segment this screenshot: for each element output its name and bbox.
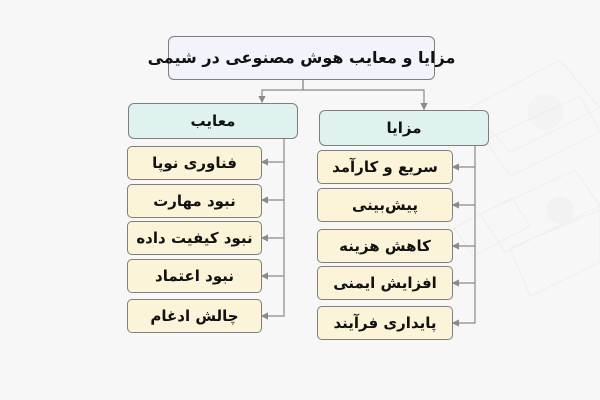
disadvantage-item: نبود مهارت — [127, 184, 262, 218]
advantage-item: پایداری فرآیند — [317, 306, 453, 340]
disadvantage-item: فناوری نوپا — [127, 146, 262, 180]
disadvantage-item: نبود اعتماد — [127, 259, 262, 293]
advantage-item: پیش‌بینی — [317, 188, 453, 222]
disadvantage-item: چالش ادغام — [127, 299, 262, 333]
diagram-title: مزایا و معایب هوش مصنوعی در شیمی — [168, 36, 435, 80]
advantage-item: افزایش ایمنی — [317, 266, 453, 300]
advantages-header: مزایا — [319, 110, 489, 146]
disadvantages-header: معایب — [128, 103, 298, 139]
advantage-item: کاهش هزینه — [317, 229, 453, 263]
advantage-item: سریع و کارآمد — [317, 150, 453, 184]
disadvantage-item: نبود کیفیت داده — [127, 221, 262, 255]
